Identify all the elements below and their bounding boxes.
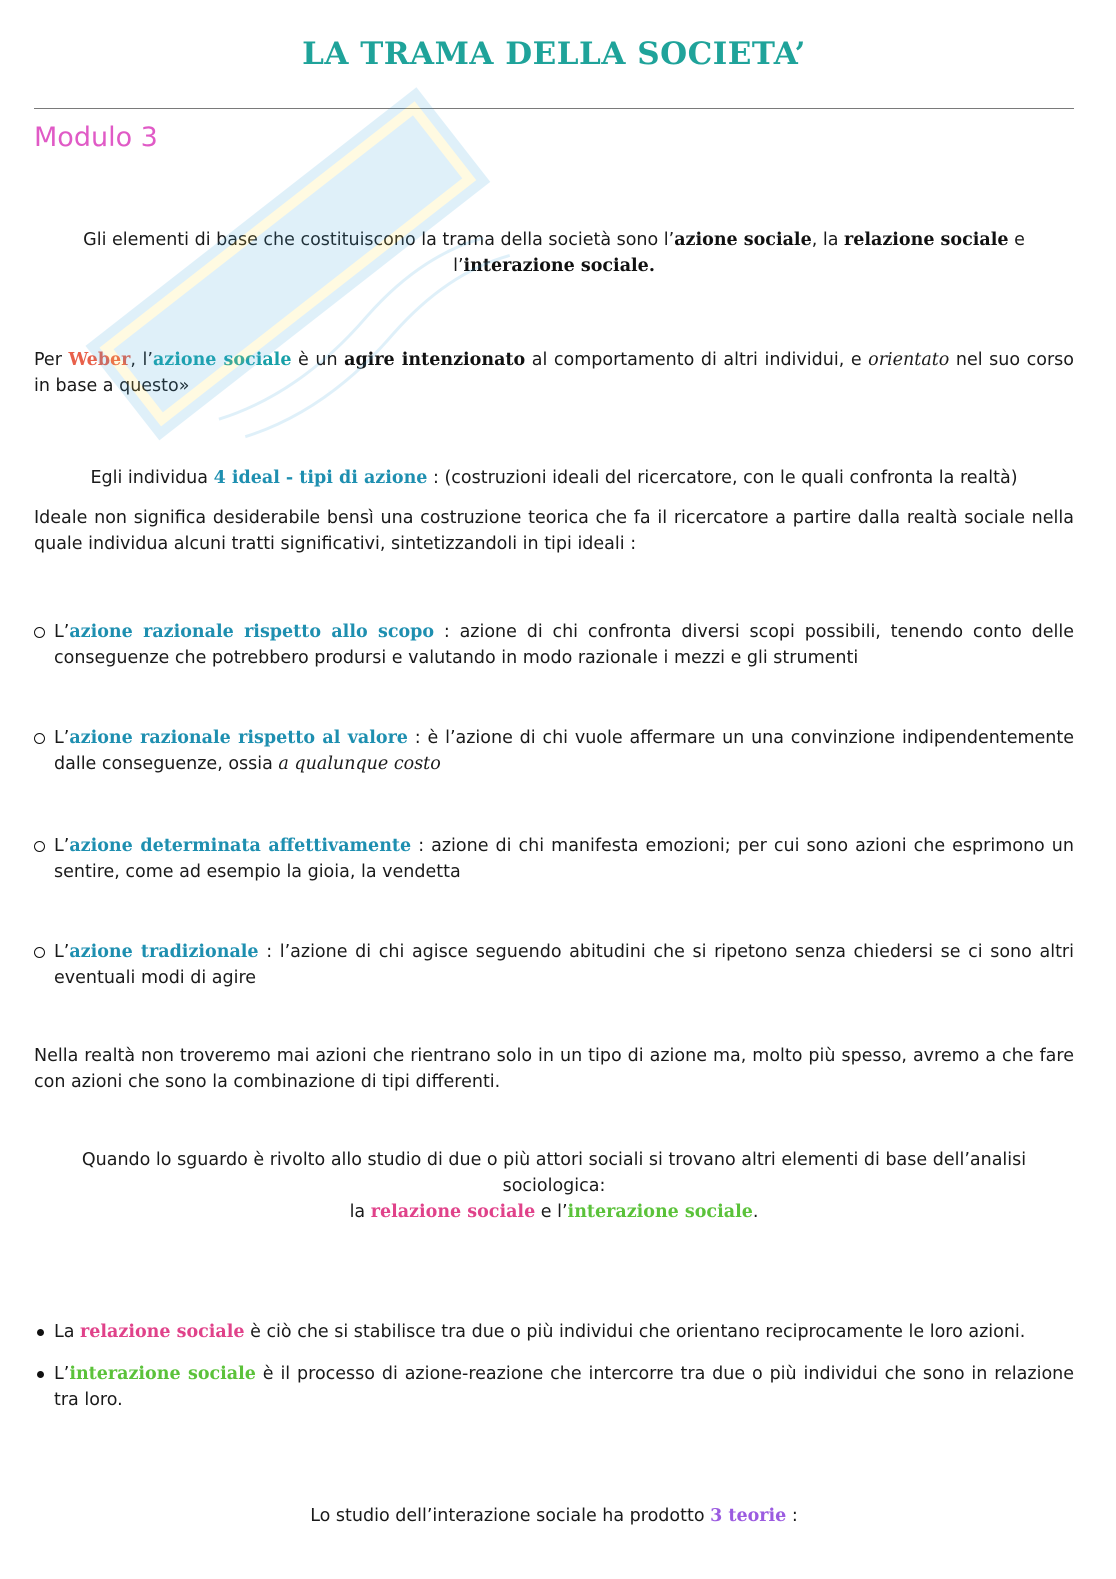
module-heading: Modulo 3 <box>34 122 158 153</box>
term-azione-razionale-valore: azione razionale rispetto al valore <box>69 728 408 748</box>
term-azione-sociale-weber: azione sociale <box>152 350 292 370</box>
term-weber: Weber <box>68 350 131 370</box>
term-interazione-sociale-2: interazione sociale <box>567 1202 753 1222</box>
term-azione-tradizionale: azione tradizionale <box>69 942 259 962</box>
intro-paragraph: Gli elementi di base che costituiscono la trama della società sono l’azione sociale, la relazione sociale e l’interazione sociale. <box>83 230 1025 276</box>
theories-intro: Lo studio dell’interazione sociale ha prodotto 3 teorie : <box>310 1506 798 1526</box>
ideale-paragraph: Ideale non significa desiderabile bensì una costruzione teorica che fa il ricercatore a partire dalla realtà sociale nella quale individua alcuni tratti significativi, sintetizzandoli in tipi ideali : <box>34 508 1074 554</box>
term-azione-affettiva: azione determinata affettivamente <box>69 836 412 856</box>
quando-paragraph: Quando lo sguardo è rivolto allo studio di due o più attori sociali si trovano altri elementi di base dell’analisi sociologica: la relazione sociale e l’interazione sociale. <box>81 1150 1027 1222</box>
term-azione-razionale-scopo: azione razionale rispetto allo scopo <box>69 622 435 642</box>
term-agire-intenzionato: agire intenzionato <box>344 350 526 370</box>
term-interazione-sociale-def: interazione sociale <box>69 1364 256 1384</box>
ideal-types-intro: Egli individua 4 ideal - tipi di azione : (costruzioni ideali del ricercatore, con le quali confronta la realtà) <box>90 468 1018 488</box>
term-relazione-sociale: relazione sociale <box>844 230 1009 250</box>
list-item: La relazione sociale è ciò che si stabilisce tra due o più individui che orientano reciprocamente le loro azioni. <box>34 1319 1074 1345</box>
list-item: L’azione razionale rispetto al valore : è l’azione di chi vuole affermare un una convinzione indipendentemente dalle conseguenze, ossia a qualunque costo <box>34 725 1074 777</box>
term-azione-sociale: azione sociale <box>674 230 812 250</box>
term-ideal-tipi: 4 ideal - tipi di azione <box>213 468 428 488</box>
term-relazione-sociale-def: relazione sociale <box>80 1322 245 1342</box>
ideal-types-list <box>34 619 1074 991</box>
term-relazione-sociale-2: relazione sociale <box>370 1202 536 1222</box>
page-title: LA TRAMA DELLA SOCIETA’ <box>302 36 806 72</box>
term-3-teorie: 3 teorie <box>710 1506 787 1526</box>
weber-paragraph: Per Weber, l’azione sociale è un agire intenzionato al comportamento di altri individui, e orientato nel suo corso in base a questo» <box>34 350 1074 396</box>
definitions-list <box>34 1319 1074 1413</box>
list-item: L’azione determinata affettivamente : azione di chi manifesta emozioni; per cui sono azioni che esprimono un sentire, come ad esempio la gioia, la vendetta <box>34 833 1074 885</box>
realta-paragraph: Nella realtà non troveremo mai azioni che rientrano solo in un tipo di azione ma, molto più spesso, avremo a che fare con azioni che sono la combinazione di tipi differenti. <box>34 1046 1074 1092</box>
list-item: L’interazione sociale è il processo di azione-reazione che intercorre tra due o più individui che sono in relazione tra loro. <box>34 1361 1074 1413</box>
title-divider <box>34 108 1074 109</box>
list-item: L’azione tradizionale : l’azione di chi agisce seguendo abitudini che si ripetono senza chiedersi se ci sono altri eventuali modi di agire <box>34 939 1074 991</box>
term-orientato: orientato <box>868 350 950 370</box>
list-item: L’azione razionale rispetto allo scopo : azione di chi confronta diversi scopi possibili, tenendo conto delle conseguenze che potrebbero prodursi e valutando in modo razionale i mezzi e gli strumenti <box>34 619 1074 671</box>
term-interazione-sociale: interazione sociale. <box>463 256 655 276</box>
